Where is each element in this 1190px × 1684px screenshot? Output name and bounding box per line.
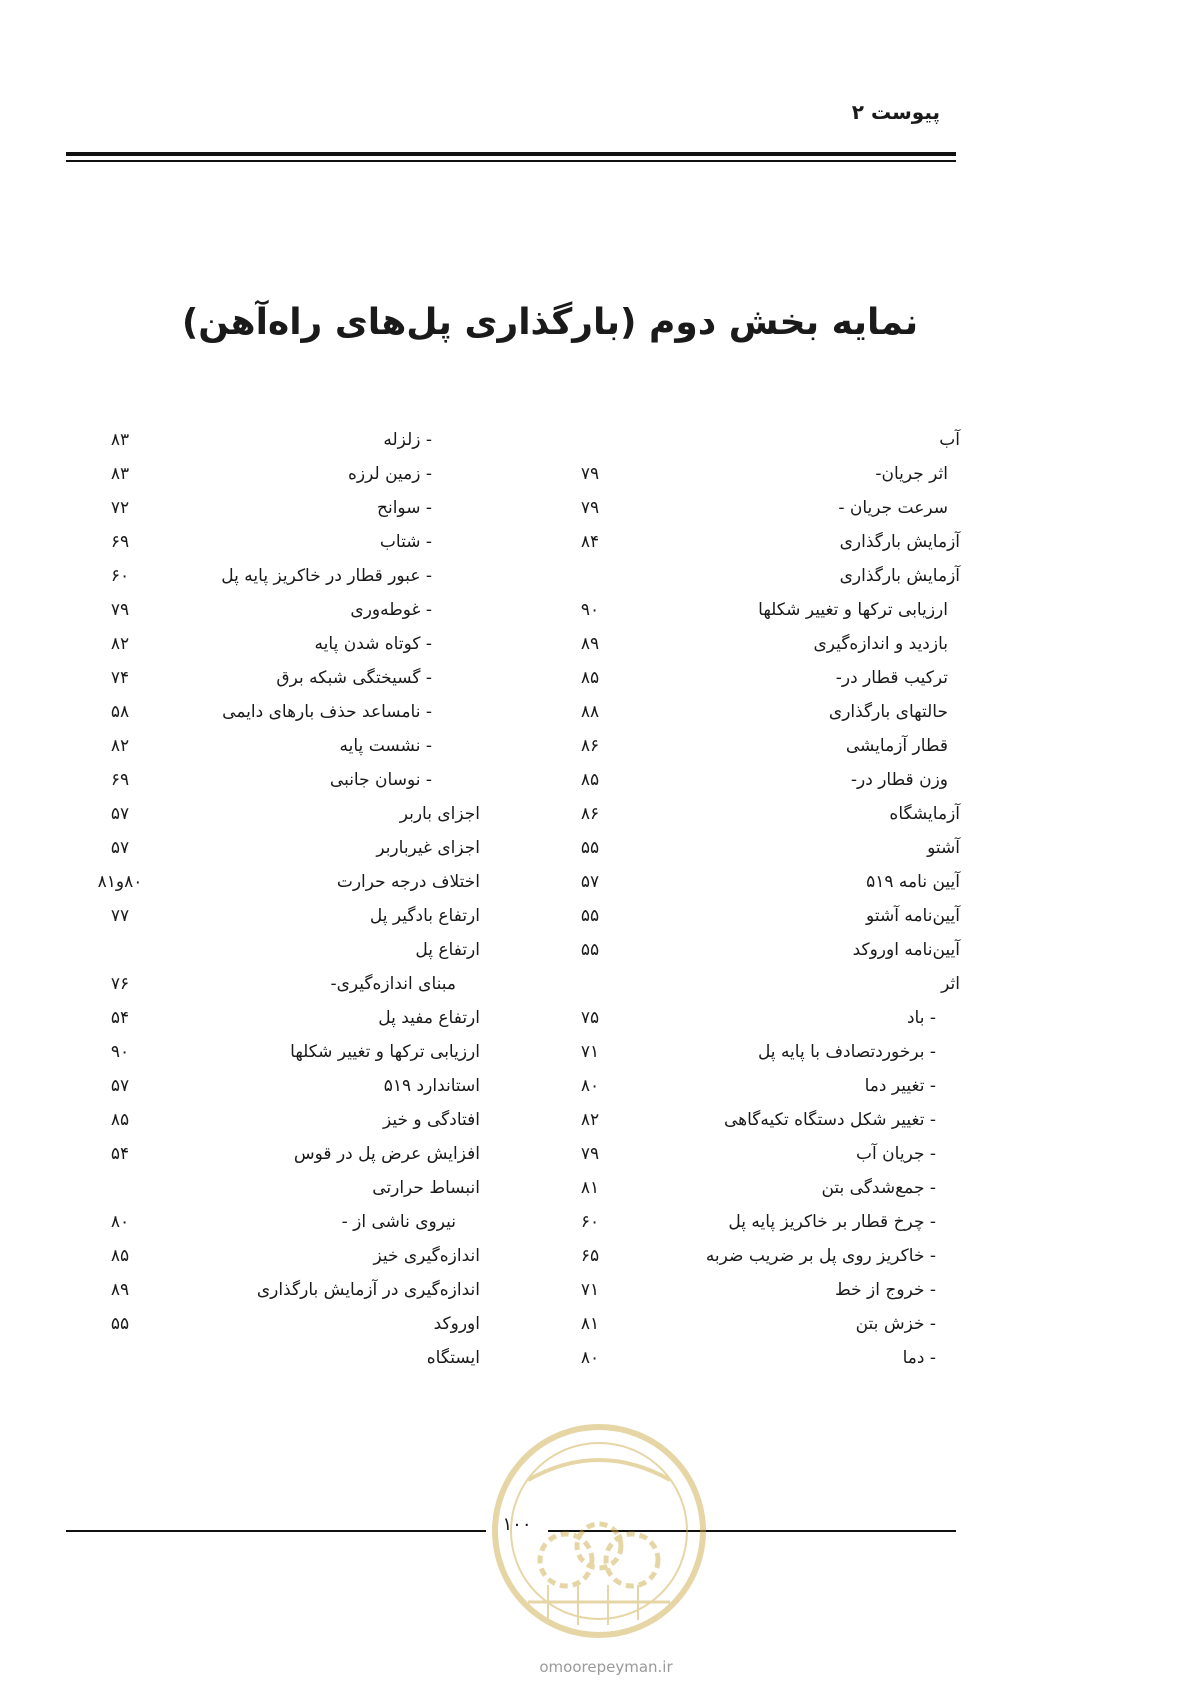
index-entry [560, 592, 960, 628]
index-term: نیروی ناشی از - [341, 1212, 456, 1232]
index-entry [80, 966, 480, 1002]
header-rule-thick [66, 152, 956, 156]
index-entry [560, 1340, 960, 1376]
index-term: مبنای اندازه‌گیری- [330, 974, 456, 994]
index-term: آزمایشگاه [889, 804, 960, 824]
index-page-number: ۵۴ [110, 1008, 130, 1028]
index-term: ارتفاع بادگیر پل [369, 906, 480, 926]
index-page-number: ۸۰و۸۱ [97, 872, 143, 892]
index-term: - شتاب [379, 532, 432, 552]
index-entry [80, 1102, 480, 1138]
index-entry [80, 1306, 480, 1342]
index-entry [80, 1000, 480, 1036]
index-term: - دما [902, 1348, 936, 1368]
index-entry [560, 456, 960, 492]
index-entry [560, 1204, 960, 1240]
index-term: اندازه‌گیری خیز [373, 1246, 480, 1266]
index-entry [560, 830, 960, 866]
index-page-number: ۷۹ [580, 498, 600, 518]
index-entry [560, 864, 960, 900]
index-page-number: ۸۵ [110, 1246, 130, 1266]
index-page-number: ۸۴ [580, 532, 600, 552]
index-term: آزمایش بارگذاری [839, 532, 960, 552]
index-term: آیین‌نامه آشتو [866, 906, 960, 926]
index-entry [80, 456, 480, 492]
index-entry [560, 490, 960, 526]
index-page-number: ۸۳ [110, 430, 130, 450]
index-page-number: ۵۸ [110, 702, 130, 722]
index-page-number: ۵۵ [110, 1314, 130, 1334]
index-term: استاندارد ۵۱۹ [383, 1076, 480, 1096]
index-entry [560, 1238, 960, 1274]
index-term: آیین نامه ۵۱۹ [866, 872, 960, 892]
index-entry [80, 1068, 480, 1104]
index-page-number: ۸۲ [110, 736, 130, 756]
index-page-number: ۶۵ [580, 1246, 600, 1266]
index-term: حالتهای بارگذاری [828, 702, 948, 722]
index-page-number: ۵۷ [110, 804, 130, 824]
index-page-number: ۵۵ [580, 838, 600, 858]
index-term: بازدید و اندازه‌گیری [813, 634, 948, 654]
index-page-number: ۸۶ [580, 736, 600, 756]
index-entry [560, 932, 960, 968]
index-page-number: ۸۸ [580, 702, 600, 722]
watermark-url: omoorepeyman.ir [539, 1658, 673, 1676]
index-entry [560, 898, 960, 934]
index-entry [80, 796, 480, 832]
index-term: افتادگی و خیز [382, 1110, 480, 1130]
index-page-number: ۸۵ [110, 1110, 130, 1130]
index-entry [80, 864, 480, 900]
index-entry [560, 1272, 960, 1308]
index-entry [80, 830, 480, 866]
index-page-number: ۶۰ [580, 1212, 600, 1232]
index-entry [560, 1102, 960, 1138]
index-entry [560, 1170, 960, 1206]
index-term: ارتفاع پل [415, 940, 480, 960]
index-term: ارتفاع مفید پل [378, 1008, 480, 1028]
index-page-number: ۷۷ [110, 906, 130, 926]
index-page-number: ۸۵ [580, 770, 600, 790]
index-page-number: ۶۹ [110, 770, 130, 790]
index-term: - غوطه‌وری [350, 600, 432, 620]
index-term: - نوسان جانبی [329, 770, 432, 790]
index-term: اوروکد [433, 1314, 480, 1334]
index-term: - سوانح [377, 498, 432, 518]
index-entry [560, 1136, 960, 1172]
index-entry [80, 524, 480, 560]
index-term: - گسیختگی شبکه برق [276, 668, 432, 688]
index-entry [80, 422, 480, 458]
index-entry [560, 660, 960, 696]
index-term: ترکیب قطار در- [835, 668, 948, 688]
index-term: - جمع‌شدگی بتن [821, 1178, 936, 1198]
index-entry [560, 524, 960, 560]
index-page-number: ۸۹ [580, 634, 600, 654]
index-term: - جریان آب [856, 1144, 936, 1164]
index-page-number: ۸۶ [580, 804, 600, 824]
index-page-number: ۸۲ [580, 1110, 600, 1130]
index-page-number: ۵۷ [580, 872, 600, 892]
index-entry [560, 1034, 960, 1070]
index-term: اجزای باربر [399, 804, 480, 824]
index-entry [80, 898, 480, 934]
index-term: آشتو [927, 838, 960, 858]
index-page-number: ۷۹ [580, 464, 600, 484]
index-term: قطار آزمایشی [845, 736, 948, 756]
index-entry [80, 1034, 480, 1070]
index-page-number: ۸۰ [580, 1076, 600, 1096]
index-term: آزمایش بارگذاری [839, 566, 960, 586]
index-term: وزن قطار در- [850, 770, 948, 790]
index-page-number: ۷۴ [110, 668, 130, 688]
index-term: - باد [906, 1008, 936, 1028]
index-term: - خاکریز روی پل بر ضریب ضربه [705, 1246, 936, 1266]
index-page-number: ۵۴ [110, 1144, 130, 1164]
index-term: ارزیابی ترکها و تغییر شکلها [758, 600, 948, 620]
index-page-number: ۷۵ [580, 1008, 600, 1028]
index-term: - خروج از خط [835, 1280, 936, 1300]
index-page-number: ۷۲ [110, 498, 130, 518]
index-term: - برخوردتصادف با پایه پل [757, 1042, 936, 1062]
index-term: اجزای غیرباربر [376, 838, 480, 858]
index-page-number: ۸۰ [110, 1212, 130, 1232]
publisher-seal-watermark [488, 1420, 710, 1642]
section-header-label: پیوست ۲ [851, 100, 940, 124]
page-title: نمایه بخش دوم (بارگذاری پل‌های راه‌آهن) [181, 302, 919, 343]
index-entry [560, 1000, 960, 1036]
index-term: اختلاف درجه حرارت [336, 872, 480, 892]
index-page-number: ۵۷ [110, 1076, 130, 1096]
index-entry [80, 762, 480, 798]
index-page-number: ۷۹ [580, 1144, 600, 1164]
index-term: - زمین لرزه [347, 464, 432, 484]
index-page-number: ۹۰ [580, 600, 600, 620]
index-term: آب [939, 430, 960, 450]
index-page-number: ۸۰ [580, 1348, 600, 1368]
index-entry [560, 422, 960, 458]
index-page-number: ۸۹ [110, 1280, 130, 1300]
page-number: ۱۰۰ [502, 1514, 532, 1535]
index-term: ارزیابی ترکها و تغییر شکلها [290, 1042, 480, 1062]
index-term: ایستگاه [426, 1348, 480, 1368]
index-entry [80, 728, 480, 764]
index-page-number: ۵۵ [580, 940, 600, 960]
header-rule-thin [66, 160, 956, 162]
index-entry [80, 1136, 480, 1172]
index-entry [560, 694, 960, 730]
index-entry [560, 728, 960, 764]
index-term: - نامساعد حذف بارهای دایمی [222, 702, 432, 722]
index-entry [80, 490, 480, 526]
index-term: - نشست پایه [339, 736, 432, 756]
index-entry [560, 966, 960, 1002]
index-term: - تغییر دما [864, 1076, 936, 1096]
index-page-number: ۵۵ [580, 906, 600, 926]
index-page-number: ۷۱ [580, 1042, 600, 1062]
footer-rule-left [66, 1530, 486, 1532]
index-term: - تغییر شکل دستگاه تکیه‌گاهی [723, 1110, 936, 1130]
index-entry [80, 1272, 480, 1308]
index-entry [80, 1204, 480, 1240]
index-entry [80, 1238, 480, 1274]
index-term: اثر جریان- [875, 464, 948, 484]
index-term: - خزش بتن [855, 1314, 936, 1334]
index-entry [80, 558, 480, 594]
index-page-number: ۸۲ [110, 634, 130, 654]
index-page-number: ۶۰ [110, 566, 130, 586]
index-page-number: ۷۱ [580, 1280, 600, 1300]
index-term: انبساط حرارتی [372, 1178, 480, 1198]
index-entry [560, 796, 960, 832]
index-term: اثر [941, 974, 960, 994]
index-page-number: ۷۹ [110, 600, 130, 620]
index-term: سرعت جریان - [838, 498, 948, 518]
index-term: اندازه‌گیری در آزمایش بارگذاری [256, 1280, 480, 1300]
index-entry [80, 932, 480, 968]
index-page-number: ۵۷ [110, 838, 130, 858]
index-entry [560, 1068, 960, 1104]
index-entry [80, 1340, 480, 1376]
index-term: - کوتاه شدن پایه [314, 634, 432, 654]
index-page-number: ۹۰ [110, 1042, 130, 1062]
index-entry [560, 762, 960, 798]
index-page-number: ۸۱ [580, 1314, 600, 1334]
index-term: - عبور قطار در خاکریز پایه پل [221, 566, 432, 586]
index-term: - چرخ قطار بر خاکریز پایه پل [728, 1212, 936, 1232]
index-page-number: ۶۹ [110, 532, 130, 552]
index-page-number: ۸۳ [110, 464, 130, 484]
index-entry [80, 626, 480, 662]
index-page-number: ۷۶ [110, 974, 130, 994]
index-page-number: ۸۱ [580, 1178, 600, 1198]
index-term: افزایش عرض پل در قوس [293, 1144, 480, 1164]
index-entry [80, 592, 480, 628]
index-entry [80, 694, 480, 730]
index-entry [80, 660, 480, 696]
index-entry [560, 626, 960, 662]
index-term: - زلزله [383, 430, 432, 450]
index-term: آیین‌نامه اوروکد [852, 940, 960, 960]
index-entry [80, 1170, 480, 1206]
index-page-number: ۸۵ [580, 668, 600, 688]
index-entry [560, 558, 960, 594]
index-entry [560, 1306, 960, 1342]
